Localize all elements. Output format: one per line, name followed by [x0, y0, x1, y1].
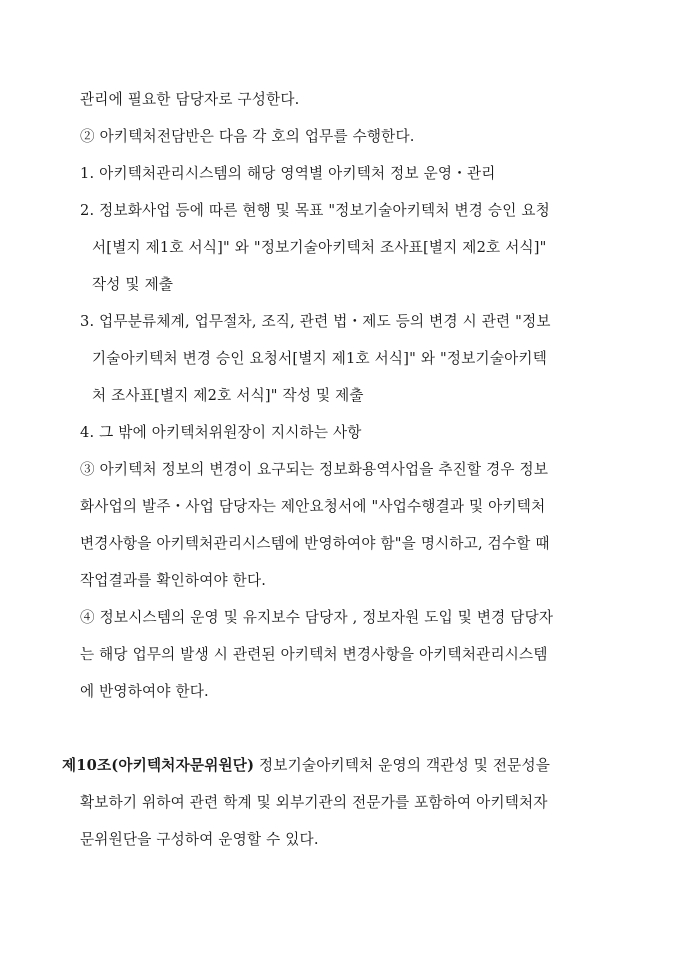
text-line: 4. 그 밖에 아키텍처위원장이 지시하는 사항	[80, 424, 362, 441]
text-line: 작업결과를 확인하여야 한다.	[80, 572, 267, 589]
text-line: ④ 정보시스템의 운영 및 유지보수 담당자 , 정보자원 도입 및 변경 담당자	[80, 609, 554, 626]
text-line: 확보하기 위하여 관련 학계 및 외부기관의 전문가를 포함하여 아키텍처자	[80, 794, 548, 811]
text-line: 화사업의 발주・사업 담당자는 제안요청서에 "사업수행결과 및 아키텍처	[80, 498, 546, 515]
article-text: 정보기술아키텍처 운영의 객관성 및 전문성을	[254, 757, 551, 774]
text-line: 에 반영하여야 한다.	[80, 683, 209, 700]
article-first-line	[62, 756, 550, 776]
text-line: 2. 정보화사업 등에 따른 현행 및 목표 "정보기술아키텍처 변경 승인 요청	[80, 202, 550, 219]
text-line: 3. 업무분류체계, 업무절차, 조직, 관련 법・제도 등의 변경 시 관련 "정보	[80, 313, 551, 330]
text-line: ③ 아키텍처 정보의 변경이 요구되는 정보화용역사업을 추진할 경우 정보	[80, 461, 549, 478]
text-line: 변경사항을 아키텍처관리시스템에 반영하여야 함"을 명시하고, 검수할 때	[80, 535, 550, 552]
text-line: 기술아키텍처 변경 승인 요청서[별지 제1호 서식]" 와 "정보기술아키텍	[92, 350, 548, 367]
text-line: 작성 및 제출	[92, 276, 174, 293]
article-heading: 제10조(아키텍처자문위원단)	[62, 757, 255, 774]
text-line: 서[별지 제1호 서식]" 와 "정보기술아키텍처 조사표[별지 제2호 서식]"	[92, 239, 547, 256]
text-line: 1. 아키텍처관리시스템의 해당 영역별 아키텍처 정보 운영・관리	[80, 165, 496, 182]
text-line: ② 아키텍처전담반은 다음 각 호의 업무를 수행한다.	[80, 128, 415, 145]
text-line: 는 해당 업무의 발생 시 관련된 아키텍처 변경사항을 아키텍처관리시스템	[80, 646, 548, 663]
text-line: 문위원단을 구성하여 운영할 수 있다.	[80, 831, 319, 848]
text-line: 처 조사표[별지 제2호 서식]" 작성 및 제출	[92, 387, 364, 404]
text-line: 관리에 필요한 담당자로 구성한다.	[80, 91, 300, 108]
